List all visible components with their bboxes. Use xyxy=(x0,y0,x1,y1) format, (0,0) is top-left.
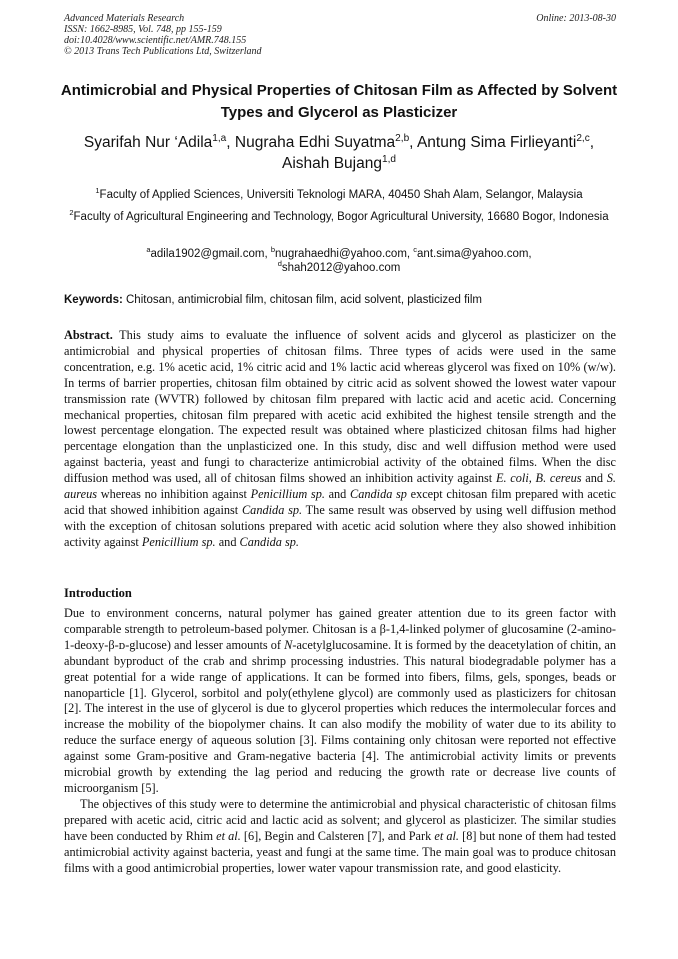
abstract-text: whereas no inhibition against xyxy=(97,487,251,502)
author-affiliation-mark: 2,b xyxy=(395,132,410,144)
email-address[interactable]: shah2012@yahoo.com xyxy=(281,262,401,274)
author-separator: , xyxy=(409,134,417,151)
journal-name: Advanced Materials Research xyxy=(64,13,185,24)
abstract-text: except chitosan film prepared with acetic acid that showed inhibition against xyxy=(64,487,616,517)
author-affiliation-mark: 1,a xyxy=(212,132,227,144)
affiliation-text: Faculty of Agricultural Engineering and Technology, Bogor Agricultural University, 16680 Bogor, Indonesia xyxy=(73,211,609,223)
affiliation-1 xyxy=(55,188,623,203)
email-mark: c xyxy=(413,245,418,255)
affiliation-text: Faculty of Applied Sciences, Universiti Teknologi MARA, 40450 Shah Alam, Selangor, Malaysia xyxy=(99,189,583,201)
italic-text: et al. xyxy=(434,828,459,843)
email-list xyxy=(55,247,623,275)
author-affiliation-mark: 2,c xyxy=(576,132,590,144)
organism-name: E. coli, B. cereus xyxy=(495,471,582,486)
abstract-label: Abstract. xyxy=(64,328,113,342)
organism-name: Candida sp xyxy=(350,487,407,502)
keywords-label: Keywords: xyxy=(64,294,123,306)
abstract xyxy=(64,328,616,551)
paragraph-text: [8] but none of them had tested antimicrobial activity against bacteria, yeast and fungi at the same time. The main goal was to produce chitosan films with a good antimicrobial properties, lower water vapour transmission rate, and good elasticity. xyxy=(64,828,616,875)
online-date: Online: 2013-08-30 xyxy=(536,13,616,24)
email-address[interactable]: adila1902@gmail.com, xyxy=(150,248,271,260)
author-name: Nugraha Edhi Suyatma xyxy=(234,134,396,151)
keywords-text: Chitosan, antimicrobial film, chitosan film, acid solvent, plasticized film xyxy=(126,294,482,306)
affiliation-number: 1 xyxy=(95,186,100,196)
organism-name: Candida sp. xyxy=(241,502,303,517)
abstract-text: The same result was observed by using well diffusion method with the exception of chitosan solutions prepared with acetic acid solution where they also showed inhibition activity against xyxy=(64,502,616,549)
paragraph-text: Due to environment concerns, natural polymer has gained greater attention due to its green factor with comparable strength to petroleum-based polymer. Chitosan is a β-1,4-linked polymer of glucosamine (2-amino-1-deoxy-β-ᴅ-glucose) and lesser amounts of xyxy=(64,606,616,652)
email-mark: a xyxy=(146,245,151,255)
section-heading-introduction: Introduction xyxy=(64,586,132,600)
organism-name: S. aureus xyxy=(64,471,617,502)
italic-text: et al. xyxy=(216,828,241,843)
author-affiliation-mark: 1,d xyxy=(381,153,396,165)
abstract-text: and xyxy=(324,487,350,502)
paragraph xyxy=(64,606,616,797)
italic-text: N xyxy=(284,637,293,652)
abstract-text: and xyxy=(581,471,607,486)
journal-doi: doi:10.4028/www.scientific.net/AMR.748.155 xyxy=(64,35,247,46)
paragraph-text: The objectives of this study were to determine the antimicrobial and physical characteristic of chitosan films prepared with acetic acid, citric acid and lactic acid as solvent; and glycerol as plasticizer. The similar studies have been conducted by Rhim xyxy=(64,796,616,843)
abstract-text: This study aims to evaluate the influence of solvent acids and glycerol as plasticizer on the antimicrobial and physical properties of chitosan films. Three types of acids were used in the same concentration, e.g. 1% acetic acid, 1% citric acid and 1% lactic acid whereas glycerol was fixed on 10% (w/w). In terms of barrier properties, chitosan film obtained by citric acid as solvent showed the lowest water vapour transmission rate (WVTR) followed by chitosan film prepared with lactic acid and acetic acid. Concerning mechanical properties, chitosan film prepared with acetic acid exhibited the highest tensile strength and the lowest percentage elongation. The expected result was obtained where plasticized chitosan films had higher percentage elongation than the unplasticized one. In this study, disc and well diffusion method were used against bacteria, yeast and fungi to characterize antimicrobial activity of the obtained films. When the disc diffusion method was used, all of chitosan films showed an inhibition activity against xyxy=(64,328,616,486)
organism-name: Candida sp. xyxy=(239,534,299,549)
paper-title: Antimicrobial and Physical Properties of Chitosan Film as Affected by Solvent Types and Glycerol as Plasticizer xyxy=(60,82,618,121)
paragraph-text: [6], Begin and Calsteren [7], and Park xyxy=(240,828,435,843)
author-name: Antung Sima Firlieyanti xyxy=(416,134,577,151)
keywords xyxy=(64,293,616,308)
affiliation-number: 2 xyxy=(69,208,74,218)
paragraph-text: -acetylglucosamine. It is formed by the deacetylation of chitin, an abundant byproduct of the crab and shrimp processing industries. This natural biodegradable polymer has a great potential for a wide range of applications. It can be formed into fibers, films, gels, sponges, beads or nanoparticle [1]. Glycerol, sorbitol and poly(ethylene glycol) are commonly used as plasticizers for chitosan [2]. The interest in the use of glycerol is due to glycerol properties which reduces the intermolecular forces and increase the mobility of the biopolymer chains. It can also modify the mobility of water due to its ability to reduce the surface energy of aqueous solution [3]. Films containing only chitosan were reported not effective against some Gram-positive and Gram-negative bacteria [4]. The antimicrobial activity limits or prevents microbial growth by extending the lag period and reducing the growth rate or decrease live counts of microorganism [5]. xyxy=(64,637,616,795)
email-mark: d xyxy=(277,259,282,269)
email-address[interactable]: nugrahaedhi@yahoo.com, xyxy=(275,248,414,260)
journal-issn: ISSN: 1662-8985, Vol. 748, pp 155-159 xyxy=(64,24,222,35)
abstract-text: and xyxy=(215,534,240,549)
organism-name: Penicillium sp. xyxy=(250,487,325,502)
journal-header xyxy=(64,13,616,57)
organism-name: Penicillium sp. xyxy=(141,534,216,549)
paragraph xyxy=(64,797,616,877)
author-name: Syarifah Nur ‘Adila xyxy=(83,134,213,151)
journal-copyright: © 2013 Trans Tech Publications Ltd, Switzerland xyxy=(64,46,262,57)
author-name: Aishah Bujang xyxy=(282,155,382,172)
author-separator: , xyxy=(226,134,235,151)
affiliation-2 xyxy=(55,210,623,225)
author-list xyxy=(55,132,623,174)
introduction-body xyxy=(64,606,616,876)
author-separator: , xyxy=(589,134,595,151)
email-mark: b xyxy=(270,245,276,255)
email-address[interactable]: ant.sima@yahoo.com, xyxy=(417,248,532,260)
